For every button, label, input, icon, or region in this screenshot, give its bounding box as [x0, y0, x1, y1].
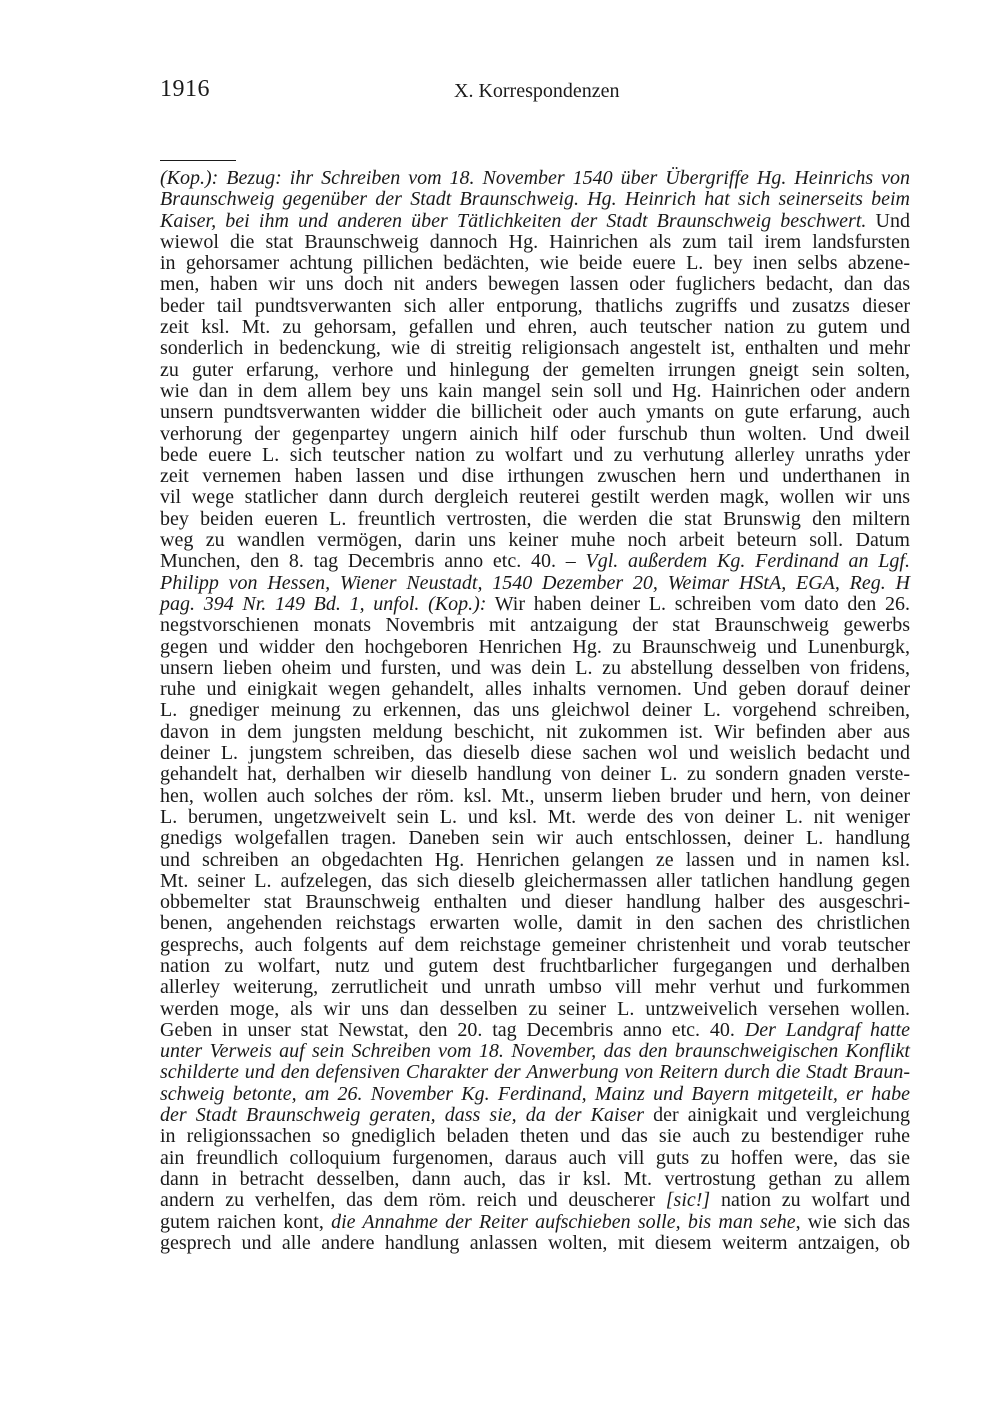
text-segment: werden moge, als wir uns dan desselben zu seiner L. untzweivelich versehen wollen. — [160, 997, 910, 1020]
italic-text: Der Landgraf hatte — [744, 1018, 911, 1041]
italic-text: Vgl. außerdem Kg. Ferdinand an Lgf. — [585, 550, 910, 573]
running-title: X. Korrespondenzen — [454, 80, 620, 102]
text-line — [160, 551, 910, 572]
italic-text: schweig betonte, am 26. November Kg. Ferdinand, Mainz und Bayern mitgeteilt, er habe — [160, 1082, 910, 1105]
text-line — [160, 764, 910, 785]
text-segment: andern zu verhelfen, das dem röm. reich und deuscherer — [160, 1189, 666, 1212]
text-segment: gutem raichen kont, — [160, 1210, 332, 1233]
text-segment: in gehorsamer achtung pillichen bedächten, wie beide euere L. bey inen selbs abzene- — [160, 252, 910, 275]
text-line — [160, 1062, 910, 1083]
text-segment: nation zu wolfart und — [710, 1189, 910, 1212]
text-line — [160, 189, 910, 210]
text-line — [160, 807, 910, 828]
text-line — [160, 977, 910, 998]
text-line — [160, 211, 910, 232]
text-segment: wiewol die stat Braunschweig dannoch Hg. Hainrichen als zum tail irem landsfursten — [160, 230, 910, 253]
text-line — [160, 1084, 910, 1105]
text-line — [160, 956, 910, 977]
text-line — [160, 722, 910, 743]
text-line — [160, 1233, 910, 1254]
text-line — [160, 1041, 910, 1062]
text-segment: Mt. seiner L. aufzelegen, das sich dieselb gleichermassen aller tatlichen handlung gegen — [160, 869, 910, 892]
italic-text: schilderte und den defensiven Charakter der Anwerbung von Reitern durch die Stadt Braun- — [160, 1061, 911, 1084]
text-line — [160, 274, 910, 295]
text-segment: Geben in unser stat Newstat, den 20. tag Decembris anno etc. 40. — [160, 1018, 745, 1041]
text-line — [160, 232, 910, 253]
text-segment: gesprechs, auch folgents auf dem reichstage gemeiner christenheit und vorab teutscher — [160, 933, 910, 956]
text-segment: sonderlich in bedenckung, wie di streitig religionsach angestelt ist, enthalten und mehr — [160, 337, 910, 360]
text-segment: allerley weiterung, zerrutlicheit und unrath umbso vill mehr verhut und furkommen — [160, 976, 910, 999]
text-segment: gegen und widder den hochgeboren Henrichen Hg. zu Braunschweig und Lunenburgk, — [160, 635, 910, 658]
text-segment: beder tail pundtsverwanten sich aller entporung, thatlichs zugriffs und zusatzs dieser — [160, 294, 910, 317]
text-segment: gnedigs wolgefallen tragen. Daneben sein wir auch entschlossen, deiner L. handlung — [160, 827, 910, 850]
text-line — [160, 1020, 910, 1041]
text-line — [160, 573, 910, 594]
text-line — [160, 381, 910, 402]
footnote-text — [160, 168, 910, 1254]
text-line — [160, 850, 910, 871]
text-line — [160, 509, 910, 530]
text-segment: Wir haben deiner L. schreiben vom dato den 26. — [486, 592, 910, 615]
text-segment: zu guter erfarung, verhore und hinlegung der gemelten irrungen gneigt sein solten, — [160, 358, 911, 381]
text-segment: ruhe und einigkait wegen gehandelt, alles inhalts vernomen. Und geben dorauf deiner — [160, 678, 910, 701]
text-segment: hen, wollen auch solches der röm. ksl. Mt., unserm lieben bruder und hern, von deiner — [160, 784, 910, 807]
text-line — [160, 700, 910, 721]
text-segment: benen, angehenden reichstags erwarten wolle, damit in den sachen des christlichen — [160, 912, 910, 935]
footnote-separator-rule — [160, 160, 236, 161]
text-line — [160, 1212, 910, 1233]
text-line — [160, 253, 910, 274]
page-number: 1916 — [160, 76, 210, 102]
text-line — [160, 466, 910, 487]
italic-text: [sic!] — [665, 1189, 711, 1212]
italic-text: die Annahme der Reiter aufschieben solle, bis man sehe — [331, 1210, 796, 1233]
italic-text: (Kop.): Bezug: ihr Schreiben vom 18. November 1540 über Übergriffe Hg. Heinrichs von — [160, 167, 910, 189]
text-segment: und schreiben an obgedachten Hg. Henrichen gelangen ze lassen und in namen ksl. — [160, 848, 910, 871]
text-line — [160, 317, 910, 338]
text-segment: in religionssachen so gnediglich beladen theten und das sie auch zu bestendiger ruhe — [160, 1125, 910, 1148]
text-segment: obbemelter stat Braunschweig enthalten und dieser handlung halber des ausgeschri- — [160, 891, 911, 914]
text-line — [160, 1126, 910, 1147]
text-line — [160, 637, 910, 658]
text-line — [160, 679, 910, 700]
text-line — [160, 1169, 910, 1190]
text-segment: bede euere L. sich teutscher nation zu wolfart und zu verhutung allerley unraths yder — [160, 443, 910, 466]
text-line — [160, 786, 910, 807]
text-line — [160, 338, 910, 359]
text-line — [160, 360, 910, 381]
text-segment: , wie sich das — [795, 1210, 910, 1233]
text-segment: der ainigkait und vergleichung — [643, 1104, 910, 1127]
text-segment: bey beiden eueren L. freuntlich vertrosten, die werden die stat Brunswig den miltern — [160, 507, 910, 530]
text-segment: ain freundlich colloquium furgenomen, daraus auch vill guts zu hoffen were, das sie — [160, 1146, 910, 1169]
text-line — [160, 871, 910, 892]
text-line — [160, 935, 910, 956]
text-line — [160, 445, 910, 466]
text-line — [160, 402, 910, 423]
text-line — [160, 913, 910, 934]
text-segment: deiner L. jungstem schreiben, das dieselb diese sachen wol und weislich bedacht und — [160, 742, 910, 765]
text-line — [160, 658, 910, 679]
italic-text: unter Verweis auf sein Schreiben vom 18. November, das den braunschweigischen Konflikt — [160, 1040, 910, 1063]
text-line — [160, 743, 910, 764]
text-line — [160, 1148, 910, 1169]
text-line — [160, 999, 910, 1020]
text-segment: dann in betracht desselben, dann auch, das ir ksl. Mt. vertrostung gethan zu allem — [160, 1167, 910, 1190]
text-line — [160, 1190, 910, 1211]
text-line — [160, 530, 910, 551]
text-segment: men, haben wir uns doch nit anders bewegen lassen oder fuglichers bedacht, dan das — [160, 273, 910, 296]
text-segment: gehandelt hat, derhalben wir dieselb handlung von deiner L. zu sondern gnaden verste- — [160, 763, 910, 786]
text-line — [160, 594, 910, 615]
text-segment: zeit ksl. Mt. zu gehorsam, gefallen und ehren, auch teutscher nation zu gutem und — [160, 316, 910, 339]
text-segment: nation zu wolfart, nutz und gutem dest fruchtbarlicher furgegangen und derhalben — [160, 954, 910, 977]
text-line — [160, 615, 910, 636]
text-segment: vil wege statlicher dann durch dergleich reuterei gestilt werden magk, wollen wir uns — [160, 486, 910, 509]
text-segment: Und — [866, 209, 910, 232]
text-line — [160, 424, 910, 445]
page-header — [160, 76, 910, 108]
text-line — [160, 168, 910, 189]
text-segment: Munchen, den 8. tag Decembris anno etc. 40. – — [160, 550, 586, 573]
text-segment: zeit vernemen haben lassen und dise irthungen zwuschen hern und underthanen in — [160, 465, 910, 488]
text-line — [160, 892, 910, 913]
text-segment: L. gnediger meinung zu erkennen, das uns gleichwol deiner L. vorgehend schreiben, — [160, 699, 910, 722]
text-line — [160, 828, 910, 849]
text-segment: wie dan in dem allem bey uns kain mangel sein soll und Hg. Hainrichen oder andern — [160, 379, 910, 402]
text-segment: verhorung der gegenpartey ungern ainich hilf oder furschub thun wolten. Und dweil — [160, 422, 910, 445]
italic-text: Kaiser, bei ihm und anderen über Tätlichkeiten der Stadt Braunschweig beschwert. — [160, 209, 867, 232]
text-line — [160, 487, 910, 508]
text-segment: gesprech und alle andere handlung anlassen wolten, mit diesem weiterm antzaigen, ob — [160, 1231, 910, 1254]
text-segment: L. berumen, ungetzweivelt sein L. und ksl. Mt. werde des von deiner L. nit weniger — [160, 805, 910, 828]
text-line — [160, 1105, 910, 1126]
italic-text: Philipp von Hessen, Wiener Neustadt, 1540 Dezember 20, Weimar HStA, EGA, Reg. H — [160, 571, 910, 594]
text-segment: weg zu wandlen vermögen, darin uns keiner muhe noch arbeit beteurn soll. Datum — [160, 529, 910, 552]
text-segment: unsern pundtsverwanten widder die billicheit oder auch ymants on gute erfarung, auch — [160, 401, 910, 424]
italic-text: Braunschweig gegenüber der Stadt Braunschweig. Hg. Heinrich hat sich seinerseits beim — [160, 188, 910, 211]
italic-text: der Stadt Braunschweig geraten, dass sie, da der Kaiser — [160, 1104, 644, 1127]
text-segment: davon in dem jungsten meldung beschicht, nit zukommen ist. Wir befinden aber aus — [160, 720, 910, 743]
text-segment: unsern lieben oheim und fursten, und was dein L. zu abstellung desselben von fridens, — [160, 656, 910, 679]
text-segment: negstvorschienen monats Novembris mit antzaigung der stat Braunschweig gewerbs — [160, 614, 910, 637]
text-line — [160, 296, 910, 317]
italic-text: pag. 394 Nr. 149 Bd. 1, unfol. (Kop.): — [160, 592, 487, 615]
